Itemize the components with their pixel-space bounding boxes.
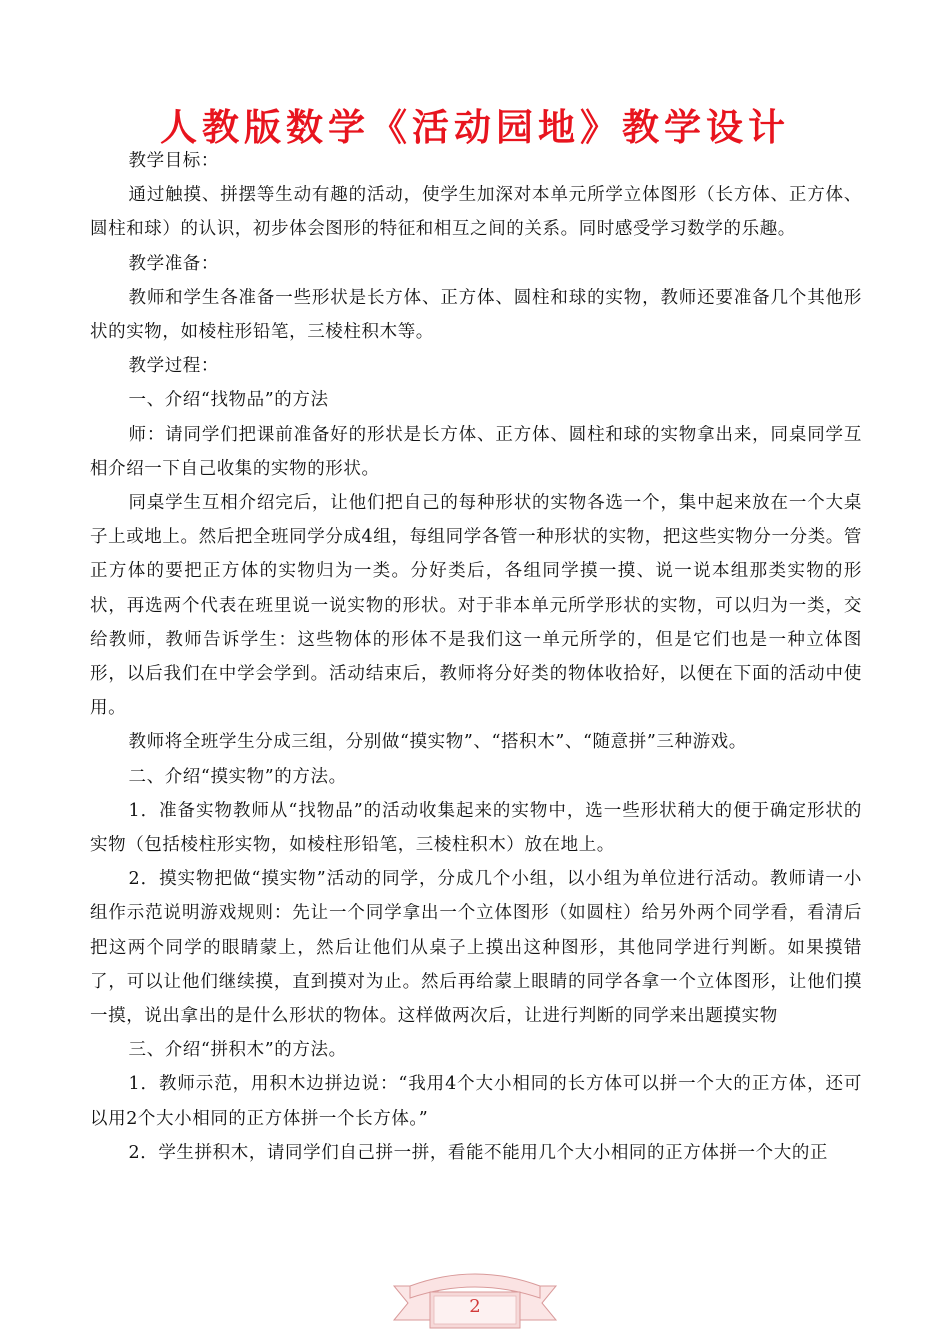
page-footer	[390, 1268, 560, 1334]
paragraph: 教学目标：	[128, 151, 219, 171]
document-body	[90, 144, 862, 1170]
paragraph: 1．教师示范，用积木边拼边说：“我用4个大小相同的长方体可以拼一个大的正方体，还可以用2个大小相同的正方体拼一个长方体。”	[90, 1074, 862, 1129]
paragraph: 2．学生拼积木，请同学们自己拼一拼，看能不能用几个大小相同的正方体拼一个大的正	[128, 1142, 829, 1163]
paragraph: 1．准备实物教师从“找物品”的活动收集起来的实物中，选一些形状稍大的便于确定形状的实物（包括棱柱形实物，如棱柱形铅笔，三棱柱积木）放在地上。	[90, 800, 862, 856]
paragraph: 教学过程：	[128, 356, 219, 377]
paragraph: 师：请同学们把课前准备好的形状是长方体、正方体、圆柱和球的实物拿出来，同桌同学互相介绍一下自己收集的实物的形状。	[90, 424, 862, 479]
paragraph: 2．摸实物把做“摸实物”活动的同学，分成几个小组，以小组为单位进行活动。教师请一小组作示范说明游戏规则：先让一个同学拿出一个立体图形（如圆柱）给另外两个同学看，看清后把这两个同学的眼睛蒙上，然后让他们从桌子上摸出这种图形，其他同学进行判断。如果摸错了，可以让他们继续摸，直到摸对为止。然后再给蒙上眼睛的同学各拿一个立体图形，让他们摸一摸，说出拿出的是什么形状的物体。这样做两次后，让进行判断的同学来出题摸实物	[90, 869, 862, 1027]
paragraph: 一、介绍“找物品”的方法	[128, 390, 329, 411]
paragraph: 二、介绍“摸实物”的方法。	[128, 766, 347, 787]
paragraph: 教师和学生各准备一些形状是长方体、正方体、圆柱和球的实物，教师还要准备几个其他形状的实物，如棱柱形铅笔，三棱柱积木等。	[90, 287, 862, 343]
paragraph: 三、介绍“拼积木”的方法。	[128, 1040, 347, 1061]
page-number: 2	[469, 1296, 481, 1317]
paragraph: 同桌学生互相介绍完后，让他们把自己的每种形状的实物各选一个，集中起来放在一个大桌子上或地上。然后把全班同学分成4组，每组同学各管一种形状的实物，把这些实物分一分类。管正方体的要把正方体的实物归为一类。分好类后，各组同学摸一摸、说一说本组那类实物的形状，再选两个代表在班里说一说实物的形状。对于非本单元所学形状的实物，可以归为一类，交给教师，教师告诉学生：这些物体的形体不是我们这一单元所学的，但是它们也是一种立体图形，以后我们在中学会学到。活动结束后，教师将分好类的物体收拾好，以便在下面的活动中使用。	[90, 493, 862, 719]
document-title: 人教版数学《活动园地》教学设计	[160, 106, 790, 149]
paragraph: 教学准备：	[128, 253, 219, 274]
paragraph: 教师将全班学生分成三组，分别做“摸实物”、“搭积木”、“随意拼”三种游戏。	[128, 732, 747, 753]
paragraph: 通过触摸、拼摆等生动有趣的活动，使学生加深对本单元所学立体图形（长方体、正方体、圆柱和球）的认识，初步体会图形的特征和相互之间的关系。同时感受学习数学的乐趣。	[90, 185, 862, 240]
